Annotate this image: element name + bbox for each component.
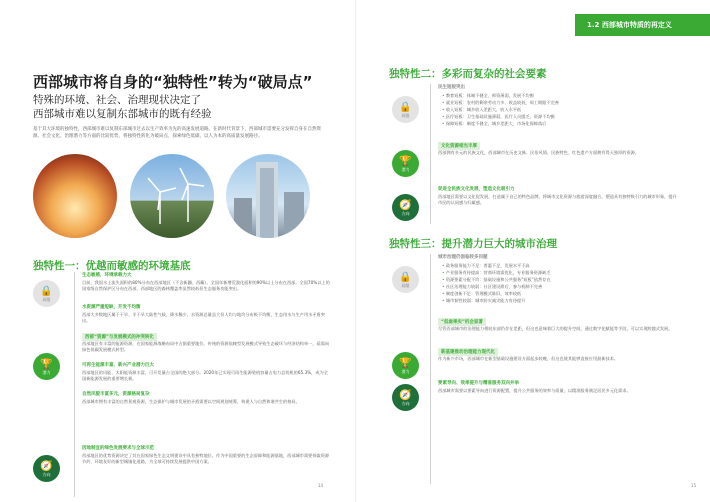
potential-label: 潜力 xyxy=(401,166,410,172)
direction-label: 方向 xyxy=(42,471,51,477)
limit-label: 局限 xyxy=(401,112,410,118)
list-item: • 城市韧性较弱：城市防灾减灾能力有待提升 xyxy=(442,297,551,304)
limit-badge xyxy=(33,280,60,307)
lock-icon: 🔒 xyxy=(399,271,412,283)
renewable-label: 可再生能源丰富，新兴产业潜力巨大 xyxy=(82,363,154,368)
cup-icon: 🏆 xyxy=(399,155,412,167)
new-infra-label: 新基建推动治理能力现代化 xyxy=(438,348,498,356)
section-tag: 1.2 西部城市特质的再定义 xyxy=(575,14,710,36)
list-item: • 政务服务能力不足：普惠不足、发展水平不高 xyxy=(442,262,551,269)
list-item: • 产业服务有待提高：营商环境需优化，专业服务资源缺乏 xyxy=(442,269,551,276)
water-text: 西部大多数地区属于干旱、半干旱大陆性气候，降水稀少，水资源总量虽大但人均与地均分布极不均衡，生态用水与生产用水矛盾突出。 xyxy=(82,312,325,324)
limit-badge xyxy=(392,96,419,123)
renewable-text: 西部地区的风能、太阳能资源丰富，可开发量占全国的绝大部分。2020年已实现可再生能源装机容量占电力总装机的65.3%，成为全国新能源发展的重要增长极。 xyxy=(82,370,328,382)
subtitle-line-2: 西部城市难以复制东部城市的既有经验 xyxy=(33,108,212,120)
lock-icon: 🔒 xyxy=(399,101,412,113)
culture-attract-text: 西部地区需要以文化促发展，打造属于自己的特色品牌，将城市文化资源与旅游深度融合，塑造具有独特吸引力的城市形象，提升市民的认同感与归属感。 xyxy=(438,194,677,206)
ecology-label: 生态敏感，环境承载力大 xyxy=(82,273,132,278)
compass-icon: 🧭 xyxy=(40,460,53,472)
compass-icon: 🧭 xyxy=(399,199,412,211)
list-item: • 医疗短板：卫生基础设施薄弱，医疗人员匮乏，资源不均衡 xyxy=(442,113,559,120)
direction-label: 方向 xyxy=(401,400,410,406)
right-page xyxy=(355,0,710,502)
potential-badge xyxy=(33,353,60,380)
page-number: 15 xyxy=(690,483,696,488)
landscape-label: 自然风貌丰富多元，资源格局复杂 xyxy=(82,392,150,397)
low-hanging-label: “低垂果实”机会显著 xyxy=(438,318,486,326)
water-label: 水资源严重短缺，开发不均衡 xyxy=(82,305,141,310)
potential-badge xyxy=(392,352,419,379)
potential-label: 潜力 xyxy=(401,368,410,374)
resource-conflict-text: 西部地区有丰富的能源资源，在国家能源战略布局中占据重要地位。传统的资源依赖型发展模式导致生态破坏与经济结构单一，亟需向绿色低碳发展模式转型。 xyxy=(82,341,330,353)
livelihood-list xyxy=(442,92,559,127)
list-item: • 收入短板：城乡收入差距大，收入水平低 xyxy=(442,106,559,113)
ecology-text: 目前，我国水土流失面积的80%分布在西部地区（不含新疆、西藏）。全国年新增荒漠化面积的90%以上分布在西部。全国70%以上的国家级自然保护区分布在西部，西部地区的森林覆盖率虽然较低但生态服务功能突出。 xyxy=(82,280,330,292)
compass-icon: 🧭 xyxy=(399,389,412,401)
direction-badge xyxy=(392,384,419,411)
green-dev-label: 因地制宜的绿色发展要求与全球示范 xyxy=(82,446,154,451)
list-item: • 制度创新不足：管理模式陈旧，效率较低 xyxy=(442,290,551,297)
skyscraper-photo xyxy=(226,154,310,238)
resource-conflict-label: 西部“资源”与发展模式的冲突转化 xyxy=(82,333,157,341)
list-item: • 教育短板：体制不健全、师资薄弱，发展不均衡 xyxy=(442,92,559,99)
page-number: 14 xyxy=(318,483,324,488)
direction-badge xyxy=(392,194,419,221)
new-infra-text: 作为新兴市场，西部城市在新型基础设施建设方面起步较晚，但这也使其能够直接应用最新技术。 xyxy=(438,356,619,361)
direction-label: 方向 xyxy=(401,210,410,216)
landscape-text: 西部城市拥有丰富的自然景观资源，生态保护与城市发展的矛盾需要以空间规划统筹，构建人与自然和谐共生的格局。 xyxy=(82,399,300,404)
direction-badge xyxy=(33,455,60,482)
livelihood-head: 民生短板突出 xyxy=(438,85,465,90)
lock-icon: 🔒 xyxy=(40,285,53,297)
list-item: • 就业短板：农村的剩余劳动力多、收益较低，周工期限不完善 xyxy=(442,99,559,106)
subtitle xyxy=(33,93,333,121)
cup-icon: 🏆 xyxy=(40,358,53,370)
potential-label: 潜力 xyxy=(42,369,51,375)
list-item: • 资源要素分配不均：基础设施和公共服务“短板”依然存在 xyxy=(442,276,551,283)
limit-label: 局限 xyxy=(401,282,410,288)
limit-badge xyxy=(392,266,419,293)
main-title: 西部城市将自身的“独特性”转为“破局点” xyxy=(33,73,313,91)
governance-list xyxy=(442,262,551,304)
green-dev-text: 西部地区的优势资源决定了其在国家绿色生态文明建设中具有独特地位。作为中国重要的生态屏障和能源基地，西部城市需要探索资源节约、环境友好的新型城镇化道路，为全球可持续发展提供中国方案。 xyxy=(82,453,330,465)
unique-one-title: 独特性一：优越而敏感的环境基底 xyxy=(33,260,191,272)
potential-badge xyxy=(392,150,419,177)
unique-three-title: 独特性三：提升潜力巨大的城市治理 xyxy=(389,238,557,250)
list-item: • 社区治理能力较弱：社区建设滞后，参与机制不完善 xyxy=(442,283,551,290)
cup-icon: 🏆 xyxy=(399,357,412,369)
unique-two-title: 独特性二：多彩而复杂的社会要素 xyxy=(389,68,547,80)
efficiency-text: 西部城市需要以要素导向进行资源配置，提升公共服务的效率与质量，以精准服务满足居民多元化需求。 xyxy=(438,388,631,393)
limit-label: 局限 xyxy=(42,296,51,302)
culture-attract-label: 促进全民族文化发展，塑造文化吸引力 xyxy=(438,187,515,192)
divider xyxy=(430,254,431,484)
subtitle-line-1: 特殊的环境、社会、治理现状决定了 xyxy=(33,94,201,106)
low-hanging-text: 尽管西部城市的治理能力相较东部仍存在差距，但这也意味着巨大的提升空间，通过数字化赋能等手段，可以实现跨越式发展。 xyxy=(438,326,673,331)
culture-text: 西部拥有多元的民族文化，西部城市在历史文脉、民俗风情、民族特色、红色遗产方面拥有得天独厚的资源。 xyxy=(438,150,640,155)
efficiency-label: 要素导向、效率提升与精准服务双向并举 xyxy=(438,381,519,386)
divider xyxy=(74,272,75,497)
divider xyxy=(430,84,431,224)
culture-label: 文化资源相当丰厚 xyxy=(438,142,480,150)
list-item: • 保障短板：制度不健全，城乡差距大，市场化保障落后 xyxy=(442,120,559,127)
governance-head: 城市治理仍面临较多问题 xyxy=(438,255,488,260)
intro-paragraph: 基于其大环境的独特性，西部城市难以复制东部城市过去以生产效率为先的高速发展道路。在新时代背景下，西部城市需要充分发挥自身在自然资源、社会文化、治理潜力等方面的比较优势，将独特性转化为破局点，探索绿色低碳、以人为本的高质量发展路径。 xyxy=(33,127,321,139)
city-night-photo xyxy=(33,154,117,238)
wind-turbine-photo xyxy=(130,154,214,238)
